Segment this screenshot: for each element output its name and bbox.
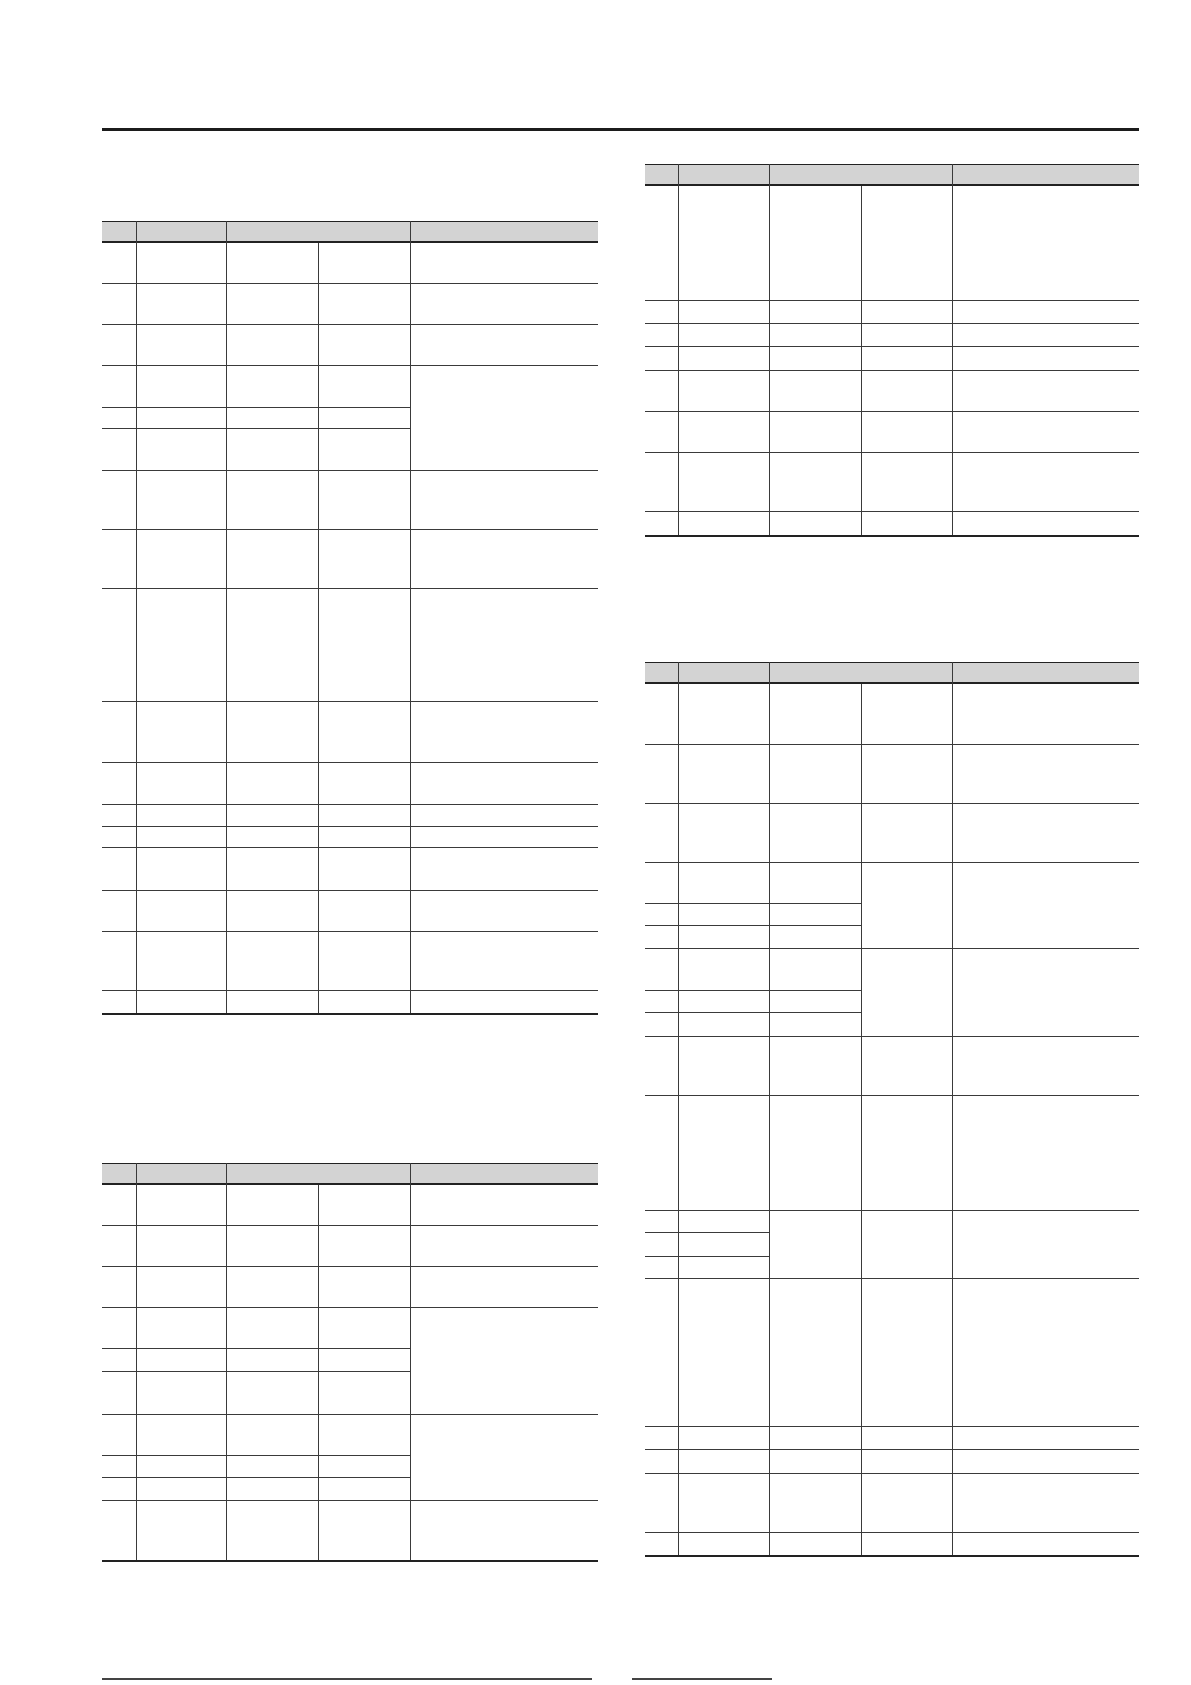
table-row-divider [102,283,598,284]
table-row-divider [102,931,598,932]
table-row-divider [645,1012,861,1013]
table-row-divider [645,411,1139,412]
header-column-divider [678,662,679,684]
column-divider [226,1185,227,1560]
column-divider [136,243,137,1013]
table-row-divider [102,1371,410,1372]
footer-rule-left [102,1678,592,1680]
header-column-divider [226,1163,227,1185]
column-divider [410,243,411,1013]
table-row-divider [102,365,598,366]
table-row-divider [102,1225,598,1226]
column-divider [769,186,770,535]
table-row-divider [645,990,861,991]
table-row-divider [102,1348,410,1349]
table-row-divider [102,529,598,530]
table-row-divider [645,1232,769,1233]
table-header-row [102,1163,598,1185]
table-row-divider [102,324,598,325]
table-row-divider [645,1095,1139,1096]
table-row-divider [102,1500,598,1501]
table-row-divider [645,803,1139,804]
table-bottom-rule [102,1013,598,1015]
table-row-divider [645,1036,1139,1037]
parameter-table-right-bottom [645,662,1139,1555]
column-divider [136,1185,137,1560]
column-divider [678,186,679,535]
table-row-divider [645,323,1139,324]
header-column-divider [952,662,953,684]
table-row-divider [102,804,598,805]
table-row-divider [645,452,1139,453]
header-column-divider [952,164,953,186]
table-row-divider [102,407,410,408]
table-row-divider [645,346,1139,347]
table-row-divider [102,1266,598,1267]
table-row-divider [102,470,598,471]
table-row-divider [645,300,1139,301]
table-header-row [645,164,1139,186]
header-column-divider [226,221,227,243]
header-column-divider [769,164,770,186]
table-row-divider [102,1477,410,1478]
table-row-divider [102,1455,410,1456]
header-column-divider [136,221,137,243]
column-divider [678,684,679,1555]
header-column-divider [678,164,679,186]
table-row-divider [645,1532,1139,1533]
table-bottom-rule [645,535,1139,537]
table-row-divider [645,744,1139,745]
table-row-divider [102,701,598,702]
table-row-divider [645,1210,1139,1211]
table-row-divider [645,511,1139,512]
table-row-divider [645,862,1139,863]
table-row-divider [645,1473,1139,1474]
table-row-divider [102,588,598,589]
table-header-row [645,662,1139,684]
table-row-divider [645,1449,1139,1450]
column-divider [410,1185,411,1560]
table-row-divider [645,1256,769,1257]
column-divider [952,186,953,535]
parameter-table-right-top [645,164,1139,535]
table-header-row [102,221,598,243]
column-divider [226,243,227,1013]
table-row-divider [102,428,410,429]
column-divider [861,186,862,535]
column-divider [769,684,770,1555]
header-rule [102,128,1139,131]
header-column-divider [769,662,770,684]
table-row-divider [102,847,598,848]
table-row-divider [645,1426,1139,1427]
header-column-divider [410,1163,411,1185]
table-bottom-rule [102,1560,598,1562]
table-row-divider [645,925,861,926]
column-divider [318,243,319,1013]
column-divider [861,684,862,1555]
table-bottom-rule [645,1555,1139,1557]
table-row-divider [102,890,598,891]
table-row-divider [102,990,598,991]
column-divider [952,684,953,1555]
footer-rule-right [632,1678,772,1680]
parameter-table-left-bottom [102,1163,598,1560]
table-row-divider [102,1414,598,1415]
header-column-divider [136,1163,137,1185]
header-column-divider [410,221,411,243]
table-row-divider [102,762,598,763]
table-row-divider [645,1278,1139,1279]
table-row-divider [645,948,1139,949]
table-row-divider [102,826,598,827]
table-row-divider [102,1307,598,1308]
parameter-table-left-top [102,221,598,1013]
table-row-divider [645,903,861,904]
column-divider [318,1185,319,1560]
table-row-divider [645,370,1139,371]
